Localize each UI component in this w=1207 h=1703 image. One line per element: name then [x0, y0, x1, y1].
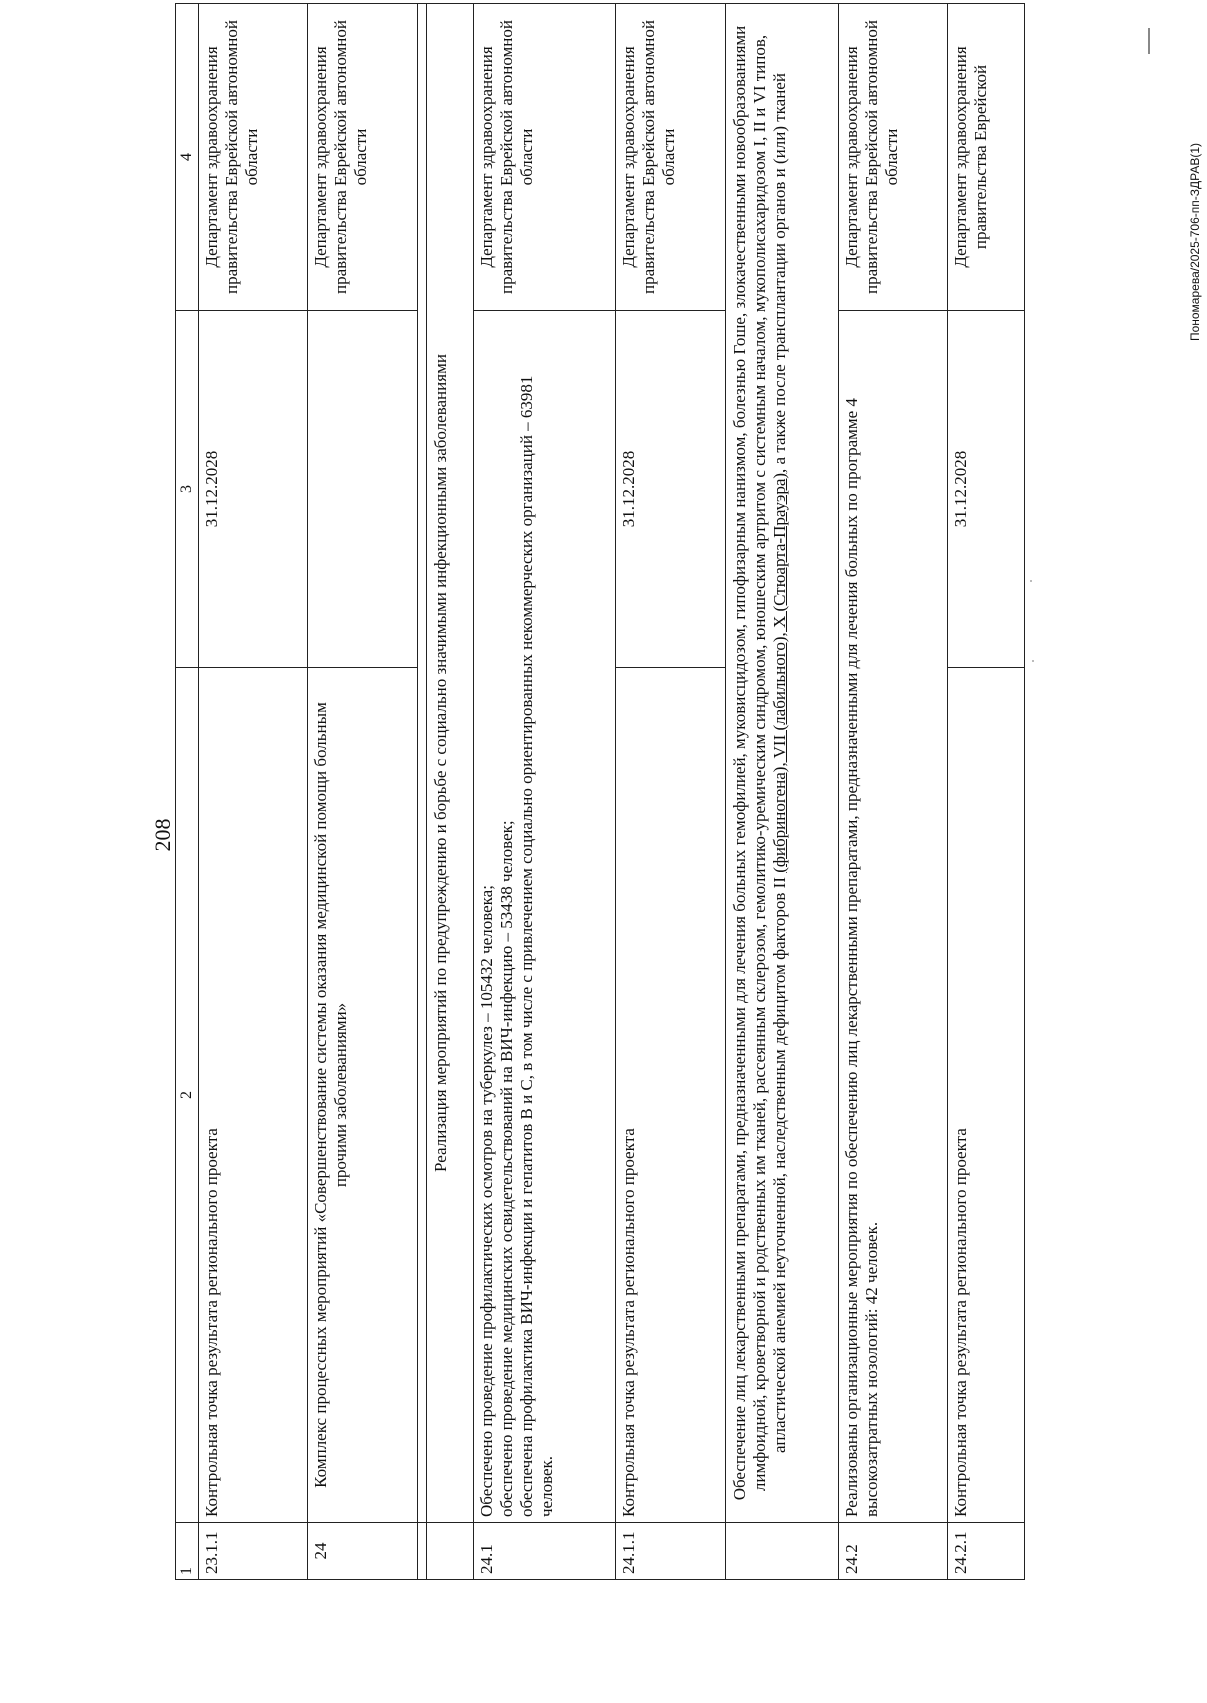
scan-mark [1148, 28, 1150, 54]
header-col-4: 4 [176, 4, 199, 311]
scan-speck [1030, 580, 1032, 582]
header-col-2: 2 [176, 668, 199, 1523]
row-number: 24.2.1 [948, 1523, 1025, 1580]
row-number: 23.1.1 [199, 1523, 308, 1580]
row-number: 24 [308, 1523, 417, 1580]
row-number: 24.2 [838, 1523, 947, 1580]
spacer-row [417, 4, 426, 1580]
row-responsible: Департамент здравоохранения правительства Еврейской автономной области [838, 4, 947, 311]
row-date: 31.12.2028 [199, 311, 308, 668]
section-row [426, 4, 473, 1580]
subsection-text-underlined: (фибриногена), VII (лабильного), X (Стюарта-Прауэра) [769, 472, 789, 873]
plan-table [175, 3, 1025, 1580]
table-row [838, 4, 947, 1580]
header-col-3: 3 [176, 311, 199, 668]
row-text-line: обеспечена профилактика ВИЧ-инфекции и гепатитов В и С, в том числе с привлечением социально ориентированных некоммерческих организаций – 63981 человек. [517, 375, 557, 1517]
row-date [308, 311, 417, 668]
page-number: 208 [150, 818, 175, 852]
row-number: 24.1.1 [616, 1523, 725, 1580]
table-row [474, 4, 616, 1580]
table-row [616, 4, 725, 1580]
subsection-row [725, 4, 838, 1580]
row-text: Комплекс процессных мероприятий «Совершенствование системы оказания медицинской помощи больным прочими заболеваниями» [308, 668, 417, 1523]
row-date: 31.12.2028 [948, 311, 1025, 668]
row-text: Контрольная точка результата регионального проекта [616, 668, 725, 1523]
row-responsible: Департамент здравоохранения правительства Еврейской [948, 4, 1025, 311]
document-footer: Пономарева/2025-706-пп-ЗДРАВ(1) [1188, 142, 1202, 342]
row-responsible: Департамент здравоохранения правительства Еврейской автономной области [616, 4, 725, 311]
header-row [176, 4, 199, 1580]
subsection-title [725, 4, 838, 1523]
row-number: 24.1 [474, 1523, 616, 1580]
scan-speck [1032, 660, 1034, 662]
subsection-text: , а также после трансплантации органов и (или) тканей [769, 73, 789, 473]
table-row [308, 4, 417, 1580]
section-title: Реализация мероприятий по предупреждению и борьбе с социально значимыми инфекционными заболеваниями [426, 4, 473, 1523]
row-responsible: Департамент здравоохранения правительства Еврейской автономной области [474, 4, 616, 311]
row-date: 31.12.2028 [616, 311, 725, 668]
table-row [948, 4, 1025, 1580]
plan-table-container [175, 20, 1025, 1580]
table-row [199, 4, 308, 1580]
subsection-text: Обеспечение лиц лекарственными препаратами, предназначенными для лечения больных гемофилией, муковисцидозом, гипофизарным нанизмом, болезнью Гоше, злокачественными новообразованиями лимфоидной, кроветворной и родственных им тканей, рассеянным склерозом, гемолитико-уремическим синдромом, юношеским артритом с системным началом, мукополисахаридозом I, II и VI типов, апластической анемией неуточненной, наследственным дефицитом факторов II [729, 25, 789, 1501]
header-col-1: 1 [176, 1523, 199, 1580]
row-text: Контрольная точка результата регионального проекта [199, 668, 308, 1523]
row-text: Реализованы организационные мероприятия по обеспечению лиц лекарственными препаратами, предназначенными для лечения больных по программе 4 высокозатратных нозологий: 42 человек. [838, 311, 947, 1523]
row-text [474, 311, 616, 1523]
row-text-line: обеспечено проведение медицинских освидетельствований на ВИЧ-инфекцию – 53438 человек; [497, 820, 517, 1517]
row-text: Контрольная точка результата регионального проекта [948, 668, 1025, 1523]
row-text-line: Обеспечено проведение профилактических осмотров на туберкулез – 105432 человека; [477, 885, 497, 1517]
row-responsible: Департамент здравоохранения правительства Еврейской автономной области [308, 4, 417, 311]
row-responsible: Департамент здравоохранения правительства Еврейской автономной области [199, 4, 308, 311]
